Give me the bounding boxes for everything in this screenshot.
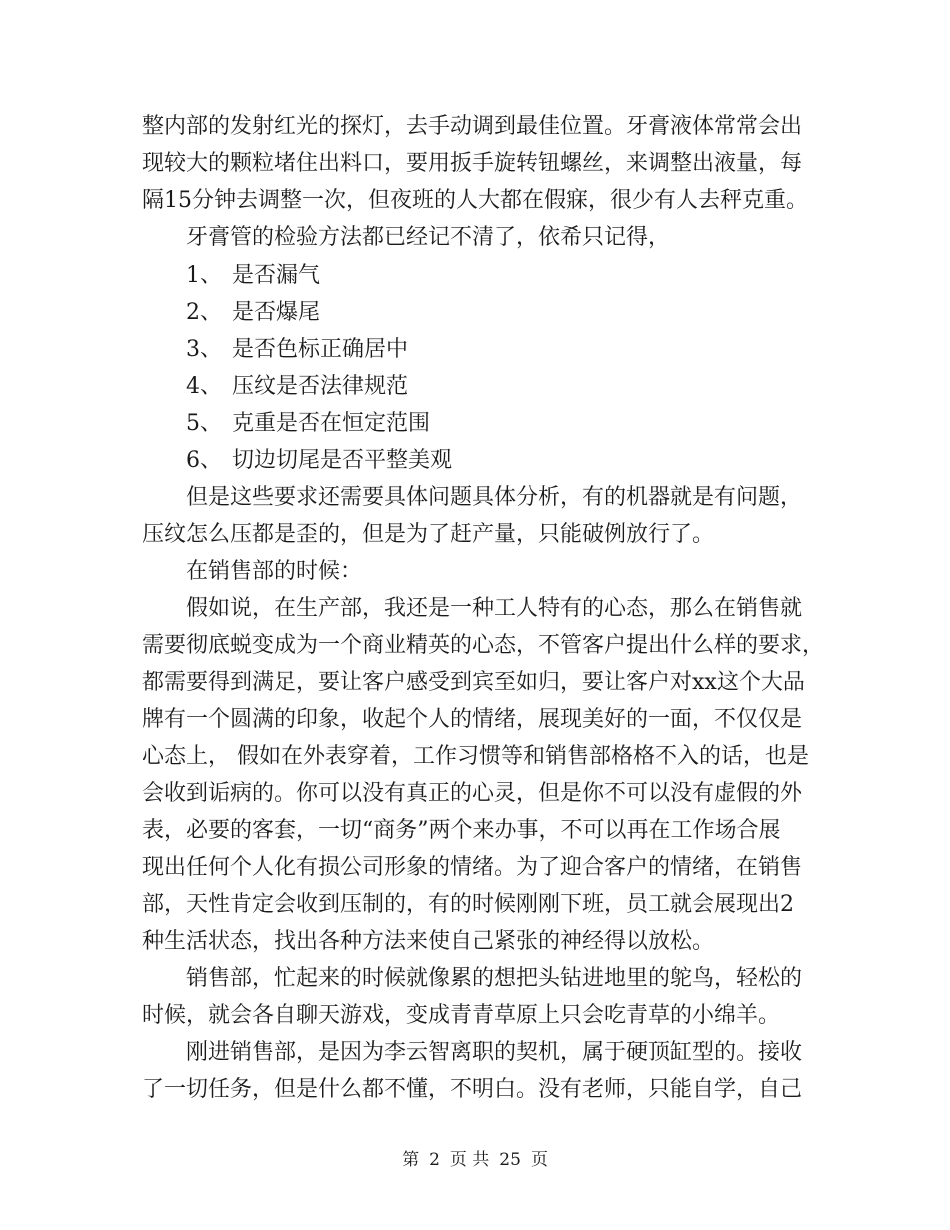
list-item bbox=[186, 298, 222, 328]
list-number: 5、 bbox=[186, 411, 222, 436]
paragraph-line: 销售部，忙起来的时候就像累的想把头钻进地里的鸵鸟，轻松的 bbox=[186, 966, 803, 991]
paragraph-line: 时候，就会各自聊天游戏，变成青青草原上只会吃青草的小绵羊。 bbox=[142, 1003, 781, 1028]
paragraph-line: 需要彻底蜕变成为一个商业精英的心态，不管客户提出什么样的要求， bbox=[142, 633, 825, 658]
paragraph-line: 刚进销售部，是因为李云智离职的契机，属于硬顶缸型的。接收 bbox=[186, 1040, 803, 1065]
paragraph-line: 牙膏管的检验方法都已经记不清了，依希只记得， bbox=[186, 225, 671, 250]
paragraph-line: 表，必要的客套，一切“商务”两个来办事，不可以再在工作场合展 bbox=[142, 818, 781, 843]
footer-prefix: 第 bbox=[402, 1150, 420, 1170]
paragraph-line: 现出任何个人化有损公司形象的情绪。为了迎合客户的情绪，在销售 bbox=[142, 855, 803, 880]
page-footer bbox=[0, 1149, 950, 1171]
footer-suffix: 页 bbox=[530, 1150, 548, 1170]
section-heading: 在销售部的时候： bbox=[186, 559, 363, 584]
paragraph-line: 整内部的发射红光的探灯，去手动调到最佳位置。牙膏液体常常会出 bbox=[142, 114, 803, 139]
paragraph-line: 都需要得到满足，要让客户感受到宾至如归，要让客户对xx这个大品 bbox=[142, 670, 805, 695]
list-item bbox=[186, 261, 222, 291]
list-item-text: 压纹是否法律规范 bbox=[232, 374, 409, 399]
paragraph-line: 种生活状态，找出各种方法来使自己紧张的神经得以放松。 bbox=[142, 929, 715, 954]
paragraph-line: 部，天性肯定会收到压制的，有的时候刚刚下班，员工就会展现出2 bbox=[142, 892, 794, 917]
list-number: 3、 bbox=[186, 337, 222, 362]
total-page-count: 25 bbox=[499, 1150, 521, 1170]
paragraph-line: 但是这些要求还需要具体问题具体分析，有的机器就是有问题， bbox=[186, 485, 803, 510]
list-number: 4、 bbox=[186, 374, 222, 399]
list-number: 1、 bbox=[186, 263, 222, 288]
list-item-text: 克重是否在恒定范围 bbox=[232, 411, 431, 436]
list-item bbox=[186, 446, 222, 476]
paragraph-line: 了一切任务，但是什么都不懂，不明白。没有老师，只能自学，自己 bbox=[142, 1077, 803, 1102]
list-item bbox=[186, 409, 222, 439]
footer-mid: 页 共 bbox=[449, 1150, 490, 1170]
paragraph-line: 会收到诟病的。你可以没有真正的心灵，但是你不可以没有虚假的外 bbox=[142, 781, 803, 806]
paragraph-line: 心态上， 假如在外表穿着，工作习惯等和销售部格格不入的话，也是 bbox=[142, 744, 809, 769]
list-number: 6、 bbox=[186, 448, 222, 473]
list-item-text: 是否爆尾 bbox=[232, 300, 321, 325]
paragraph-line: 隔15分钟去调整一次，但夜班的人大都在假寐，很少有人去秤克重。 bbox=[142, 188, 808, 213]
list-item-text: 切边切尾是否平整美观 bbox=[232, 448, 453, 473]
paragraph-line: 压纹怎么压都是歪的，但是为了赶产量，只能破例放行了。 bbox=[142, 522, 715, 547]
paragraph-line: 现较大的颗粒堵住出料口，要用扳手旋转钮螺丝，来调整出液量，每 bbox=[142, 151, 803, 176]
current-page-number: 2 bbox=[429, 1150, 440, 1170]
list-number: 2、 bbox=[186, 300, 222, 325]
paragraph-line: 牌有一个圆满的印象，收起个人的情绪，展现美好的一面，不仅仅是 bbox=[142, 707, 803, 732]
list-item bbox=[186, 372, 222, 402]
paragraph-line: 假如说，在生产部，我还是一种工人特有的心态，那么在销售就 bbox=[186, 596, 803, 621]
list-item bbox=[186, 335, 222, 365]
list-item-text: 是否色标正确居中 bbox=[232, 337, 409, 362]
list-item-text: 是否漏气 bbox=[232, 263, 321, 288]
